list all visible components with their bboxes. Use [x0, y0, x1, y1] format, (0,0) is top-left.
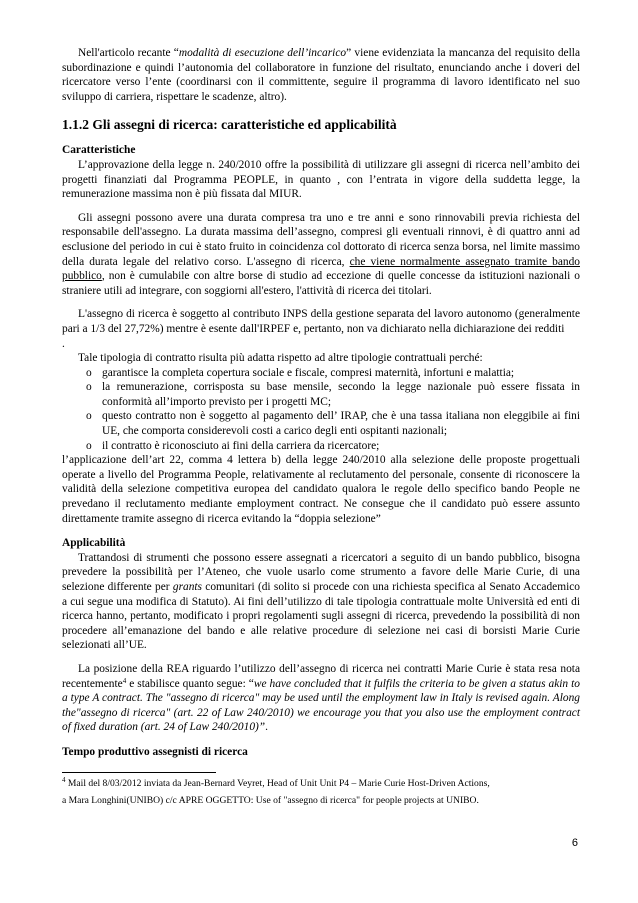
caratteristiche-paragraph-2: Gli assegni possono avere una durata compresa tra uno e tre anni e sono rinnovabili previa richiesta del responsabile dell'assegno. La durata massima dell’assegno, compresi gli eventuali rinnovi, è di quattro anni ad esclusione del periodo in cui è stato fruito in coincidenza col dottorato di ricerca senza borsa, nel limite massimo della durata legale del relativo corso. L'assegno di ricerca, che viene normalmente assegnato tramite bando pubblico, non è cumulabile con altre borse di studio ad eccezione di quelle concesse da istituzioni nazionali o straniere utili ad integrare, con soggiorni all'estero, l'attività di ricerca dei titolari. — [62, 211, 580, 297]
bullet-list — [62, 366, 580, 454]
caratteristiche-paragraph-4: l’applicazione dell’art 22, comma 4 lettera b) della legge 240/2010 alla selezione delle proposte progettuali operate a livello del Programma People, relativamente al reclutamento del personale, consente di riconoscere la validità della selezione competitiva europea del candidato qualora le regole dello specifico bando People ne prevedano il reclutamento mediante employment contract. Ne consegue che il candidato può essere assunto direttamente tramite assegno di ricerca evitando la “doppia selezione” — [62, 454, 580, 525]
rea-quote: we have concluded that it fulfils the criteria to be given a status akin to a type A contract. The "assegno di ricerca" may be used until the employment law in Italy is revised again. Along the"assegno di ricerca" (art. 22 of Law 240/2010) we encourage you that you also use the employment contract of fixed duration (art. 24 of Law 240/2010)” — [62, 677, 580, 734]
tempo-heading: Tempo produttivo assegnisti di ricerca — [62, 745, 248, 758]
bullet-marker: o — [86, 366, 92, 379]
footnote-divider — [62, 772, 216, 773]
bullet-marker: o — [86, 410, 92, 423]
applicabilita-paragraph-1: Trattandosi di strumenti che possono essere assegnati a ricercatori a seguito di un bando pubblico, bisogna prevedere la possibilità per l’Ateneo, che vuole usarlo come strumento a favore delle Marie Curie, di una selezione differente per grants comunitari (di solito si procede con una richiesta specifica al Senato Accademico a cui segue una modifica di Statuto). Ai fini dell’utilizzo di tale tipologia contrattuale molte Università ed enti di ricerca hanno, pertanto, modificato i propri regolamenti sugli assegni di ricerca, prevedendo la possibilità di non procedere all’emanazione del bando e alle relative procedure di selezione nei casi di borsisti Marie Curie selezionati all’UE. — [62, 551, 580, 652]
intro-paragraph: Nell'articolo recante “modalità di esecuzione dell’incarico” viene evidenziata la mancanza del requisito della subordinazione e quindi l’autonomia del collaboratore in funzione del risultato, enunciando anche i doveri del ricercatore verso l’ente (coordinarsi con il committente, seguire il programma di lavoro identificato nel suo sviluppo di carriera, rispettare le scadenze, altro). — [62, 47, 580, 103]
section-title: 1.1.2 Gli assegni di ricerca: caratteristiche ed applicabilità — [62, 117, 397, 133]
bullet-marker: o — [86, 381, 92, 394]
footnote — [62, 775, 580, 809]
stray-dot: . — [62, 337, 65, 350]
caratteristiche-paragraph-3: L'assegno di ricerca è soggetto al contributo INPS della gestione separata del lavoro autonomo (generalmente pari a 1/3 del 27,72%) mentre è esente dall'IRPEF e, pertanto, non va dichiarato nella dichiarazione dei redditi — [62, 308, 580, 335]
list-item: o garantisce la completa copertura sociale e fiscale, compresi maternità, infortuni e malattia; — [86, 366, 515, 379]
footnote-line-1: $^4$ Mail del 8/03/2012 inviata da Jean-Bernard Veyret, Head of Unit Unit P4 – Marie Curie Host-Driven Actions, — [62, 775, 490, 789]
footnote-ref: 4 — [122, 676, 127, 685]
bullet-marker: o — [86, 439, 92, 452]
page-number: 6 — [571, 837, 578, 849]
applicabilita-heading: Applicabilità — [62, 537, 126, 550]
caratteristiche-paragraph-1: L’approvazione della legge n. 240/2010 offre la possibilità di utilizzare gli assegni di ricerca nell’ambito dei progetti finanziati dal Programma PEOPLE, in quanto , con l’entrata in vigore della suddetta legge, la remunerazione massima non è più fissata dal MIUR. — [62, 158, 580, 201]
footnote-line-2: a Mara Longhini(UNIBO) c/c APRE OGGETTO: Use of "assegno di ricerca" for people projects at UNIBO. — [62, 794, 479, 806]
list-item: o il contratto è riconosciuto ai fini della carriera da ricercatore; — [86, 439, 380, 452]
list-item: o la remunerazione, corrisposta su base mensile, secondo la legge nazionale può essere fissata in conformità all’importo previsto per i progetti MC; — [86, 381, 580, 408]
page-content — [62, 46, 580, 809]
list-intro: Tale tipologia di contratto risulta più adatta rispetto ad altre tipologie contrattuali perché: — [78, 352, 483, 365]
caratteristiche-heading: Caratteristiche — [62, 144, 136, 157]
applicabilita-paragraph-2: La posizione della REA riguardo l’utilizzo dell’assegno di ricerca nei contratti Marie Curie è stata resa nota recentemente$^4$ e stabilisce quanto segue: “we have concluded that it fulfils the criteria to be given a status akin to a type A contract. The "assegno di ricerca" may be used until the employment law in Italy is revised again. Along the"assegno di ricerca" (art. 22 of Law 240/2010) we encourage you that you also use the employment contract of fixed duration (art. 24 of Law 240/2010)”. — [62, 662, 580, 734]
list-item: o questo contratto non è soggetto al pagamento dell’ IRAP, che è una tassa italiana non eleggibile ai fini UE, che comporta considerevoli costi a carico degli enti ospitanti nazionali; — [86, 410, 580, 438]
underlined-text: che viene normalmente assegnato tramite bando pubblico — [62, 255, 580, 283]
footnote-number: 4 — [62, 775, 66, 784]
